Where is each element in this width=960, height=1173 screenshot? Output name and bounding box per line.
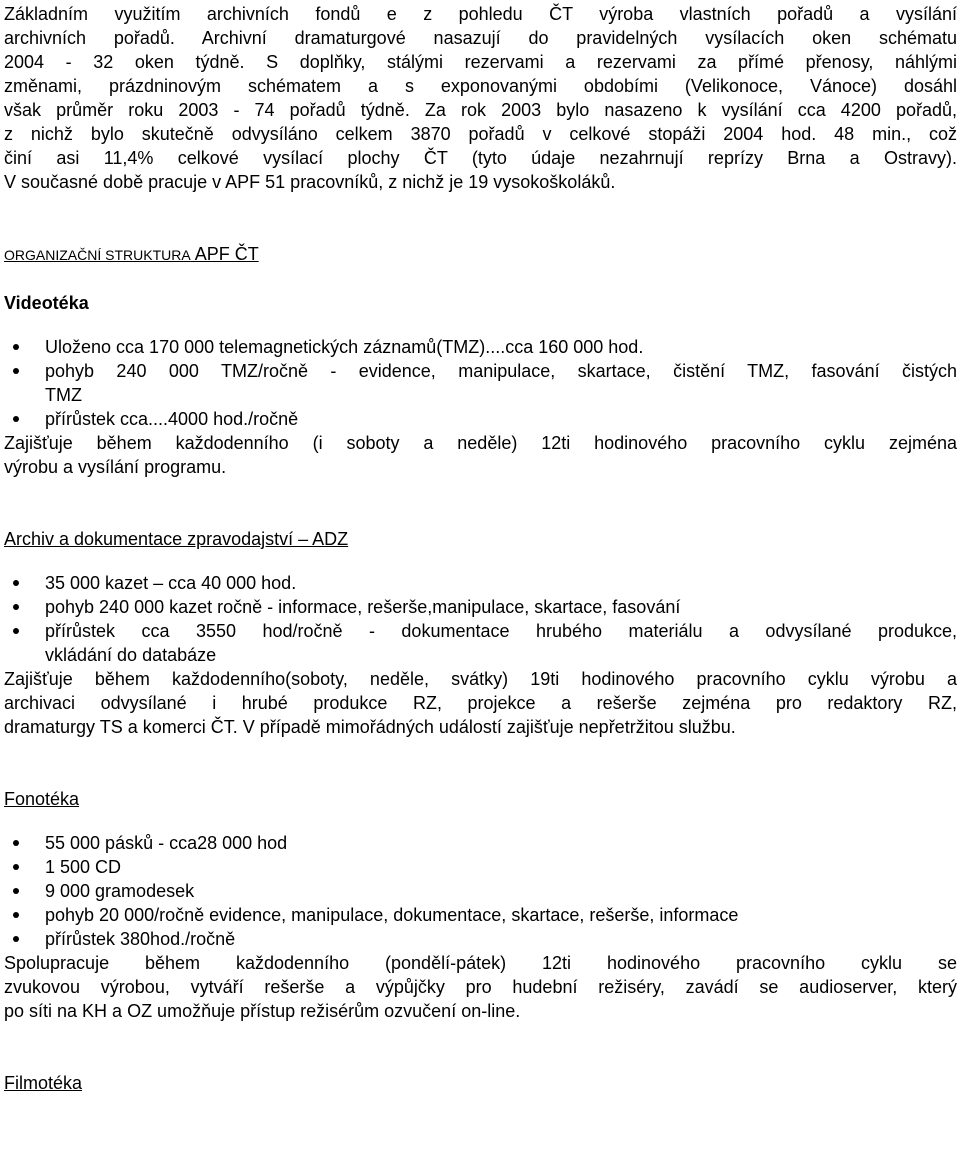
videoteka-note-line: Zajišťuje během každodenního (i soboty a neděle) 12ti hodinového pracovního cyklu zejména <box>4 433 957 453</box>
list-item-continuation: vkládání do databáze <box>45 645 217 665</box>
list-item-continuation-text: TMZ <box>45 385 82 405</box>
org-heading-caps: ORGANIZAČNÍ STRUKTURA <box>4 247 191 263</box>
org-heading-suffix: APF ČT <box>190 244 259 264</box>
videoteka-list <box>4 335 957 431</box>
list-item: přírůstek 380hod./ročně <box>4 927 957 951</box>
videoteka-title: Videotéka <box>4 293 89 313</box>
list-item: přírůstek cca 3550 hod/ročně - dokumentace hrubého materiálu a odvysílané produkce, <box>4 619 957 643</box>
list-item: pohyb 240 000 TMZ/ročně - evidence, manipulace, skartace, čistění TMZ, fasování čistých <box>4 359 957 383</box>
org-structure-heading <box>4 242 957 267</box>
list-item: 1 500 CD <box>4 855 957 879</box>
fonoteka-note-line: Spolupracuje během každodenního (pondělí-pátek) 12ti hodinového pracovního cyklu se <box>4 953 957 973</box>
adz-note-line: archivaci odvysílané i hrubé produkce RZ, projekce a rešerše zejména pro redaktory RZ, <box>4 693 957 713</box>
intro-line: změnami, prázdninovým schématem a s exponovanými obdobími (Velikonoce, Vánoce) dosáhl <box>4 76 957 96</box>
intro-line: z nichž bylo skutečně odvysíláno celkem 3870 pořadů v celkové stopáži 2004 hod. 48 min., což <box>4 124 957 144</box>
adz-title: Archiv a dokumentace zpravodajství – ADZ <box>4 529 349 549</box>
document-page <box>4 2 957 1095</box>
videoteka-note-line: výrobu a vysílání programu. <box>4 457 227 477</box>
fonoteka-note-line: po síti na KH a OZ umožňuje přístup režisérům ozvučení on-line. <box>4 1001 521 1021</box>
list-item: přírůstek cca....4000 hod./ročně <box>4 407 957 431</box>
fonoteka-title: Fonotéka <box>4 789 80 809</box>
list-item: 35 000 kazet – cca 40 000 hod. <box>4 571 957 595</box>
intro-paragraph <box>4 2 957 194</box>
intro-line: činí asi 11,4% celkové vysílací plochy ČT (tyto údaje nezahrnují reprízy Brna a Ostravy). <box>4 148 957 168</box>
adz-list <box>4 571 957 667</box>
adz-note-line: Zajišťuje během každodenního(soboty, neděle, svátky) 19ti hodinového pracovního cyklu výrobu a <box>4 669 957 689</box>
fonoteka-list <box>4 831 957 951</box>
list-item: 55 000 pásků - cca28 000 hod <box>4 831 957 855</box>
list-item: pohyb 20 000/ročně evidence, manipulace, dokumentace, skartace, rešerše, informace <box>4 903 957 927</box>
list-item: pohyb 240 000 kazet ročně - informace, rešerše,manipulace, skartace, fasování <box>4 595 957 619</box>
filmoteka-title: Filmotéka <box>4 1073 83 1093</box>
intro-line: Základním využitím archivních fondů e z pohledu ČT výroba vlastních pořadů a vysílání <box>4 4 957 24</box>
list-item-continuation <box>4 383 957 407</box>
intro-line: 2004 - 32 oken týdně. S doplňky, stálými rezervami a rezervami za přímé přenosy, náhlými <box>4 52 957 72</box>
list-item: 9 000 gramodesek <box>4 879 957 903</box>
intro-line: V současné době pracuje v APF 51 pracovníků, z nichž je 19 vysokoškoláků. <box>4 172 616 192</box>
intro-line: archivních pořadů. Archivní dramaturgové nasazují do pravidelných vysílacích oken schématu <box>4 28 957 48</box>
list-item: Uloženo cca 170 000 telemagnetických záznamů(TMZ)....cca 160 000 hod. <box>4 335 957 359</box>
adz-note-line: dramaturgy TS a komerci ČT. V případě mimořádných událostí zajišťuje nepřetržitou službu. <box>4 717 736 737</box>
intro-line: však průměr roku 2003 - 74 pořadů týdně. Za rok 2003 bylo nasazeno k vysílání cca 4200 pořadů, <box>4 100 957 120</box>
fonoteka-note-line: zvukovou výrobou, vytváří rešerše a výpůjčky pro hudební režiséry, zavádí se audioserver, který <box>4 977 957 997</box>
